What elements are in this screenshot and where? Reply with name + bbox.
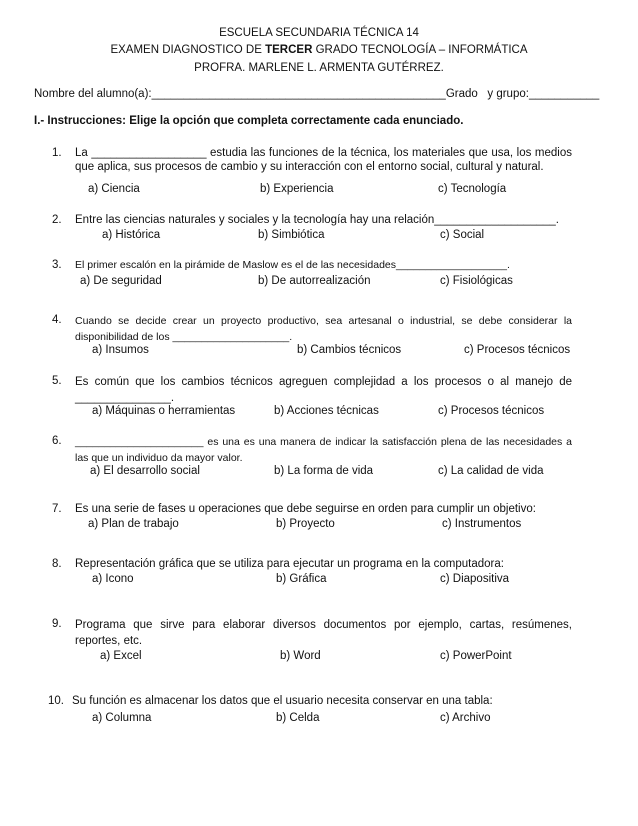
option-b[interactable]: b) Celda	[276, 712, 320, 724]
exam-title	[0, 42, 638, 58]
option-a[interactable]: a) Ciencia	[88, 183, 140, 195]
question-10	[48, 694, 572, 724]
option-b[interactable]: b) Proyecto	[276, 518, 335, 530]
option-a[interactable]: a) Plan de trabajo	[88, 518, 179, 530]
question-1	[52, 146, 572, 195]
question-text: Es común que los cambios técnicos agreguen complejidad a los procesos o al manejo de _______________.	[75, 376, 572, 404]
options-row	[52, 404, 632, 419]
option-b[interactable]: b) De autorrealización	[258, 275, 371, 287]
grade-label: Grado y grupo:	[445, 88, 529, 100]
question-text: Representación gráfica que se utiliza para ejecutar un programa en la computadora:	[75, 558, 504, 570]
question-number: 8.	[52, 558, 62, 570]
option-a[interactable]: a) Máquinas o herramientas	[92, 405, 236, 417]
teacher-name: PROFRA. MARLENE L. ARMENTA GUTÉRREZ.	[194, 62, 444, 74]
options-row	[52, 228, 632, 243]
option-b[interactable]: b) Acciones técnicas	[274, 405, 379, 417]
question-4	[52, 313, 572, 356]
option-c[interactable]: c) PowerPoint	[440, 650, 512, 662]
option-a[interactable]: a) De seguridad	[80, 275, 162, 287]
question-number: 5.	[52, 375, 62, 387]
question-number: 2.	[52, 214, 62, 226]
grade-blank[interactable]: ___________	[528, 88, 600, 100]
options-row	[52, 711, 632, 726]
question-8	[52, 557, 572, 585]
option-a[interactable]: a) Excel	[100, 650, 142, 662]
exam-title-pre: EXAMEN DIAGNOSTICO DE	[110, 44, 266, 56]
option-b[interactable]: b) Simbiótica	[258, 229, 325, 241]
exam-title-grade: TERCER	[265, 44, 313, 56]
question-text: El primer escalón en la pirámide de Maslow es el de las necesidades___________________.	[75, 259, 510, 271]
option-b[interactable]: b) Cambios técnicos	[297, 344, 402, 356]
question-number: 4.	[52, 314, 62, 326]
question-7	[52, 502, 572, 530]
name-label: Nombre del alumno(a):	[34, 88, 152, 100]
option-c[interactable]: c) Instrumentos	[442, 518, 522, 530]
question-text: Programa que sirve para elaborar diversos documentos por ejemplo, cartas, resúmenes, reportes, etc.	[75, 619, 572, 647]
question-text: Entre las ciencias naturales y sociales y la tecnología hay una relación___________________.	[75, 214, 559, 226]
option-c[interactable]: c) La calidad de vida	[438, 465, 544, 477]
option-b[interactable]: b) Experiencia	[260, 183, 334, 195]
question-9	[52, 617, 572, 662]
question-number: 10.	[48, 695, 64, 707]
question-number: 9.	[52, 618, 62, 630]
question-text: ______________________ es una es una manera de indicar la satisfacción plena de las necesidades a las que un individuo da mayor valor.	[75, 436, 572, 464]
options-row	[52, 517, 632, 532]
question-2	[52, 213, 572, 241]
question-text: Es una serie de fases u operaciones que debe seguirse en orden para cumplir un objetivo:	[75, 503, 536, 515]
question-number: 6.	[52, 435, 62, 447]
question-text: La __________________ estudia las funciones de la técnica, los materiales que usa, los medios que aplica, sus procesos de cambio y su interacción con el entorno social, cultural y natural.	[75, 147, 572, 173]
option-a[interactable]: a) Icono	[92, 573, 134, 585]
question-number: 1.	[52, 147, 62, 159]
question-5	[52, 374, 572, 417]
option-a[interactable]: a) Insumos	[92, 344, 149, 356]
name-blank[interactable]: ______________________________________________	[151, 88, 446, 100]
question-text: Su función es almacenar los datos que el usuario necesita conservar en una tabla:	[72, 695, 493, 707]
option-b[interactable]: b) La forma de vida	[274, 465, 374, 477]
option-c[interactable]: c) Tecnología	[438, 183, 507, 195]
question-number: 7.	[52, 503, 62, 515]
options-row	[52, 343, 632, 358]
option-a[interactable]: a) Histórica	[102, 229, 161, 241]
option-c[interactable]: c) Social	[440, 229, 485, 241]
question-text: Cuando se decide crear un proyecto productivo, sea artesanal o industrial, se debe considerar la disponibilidad de los ____________________.	[75, 315, 572, 343]
option-c[interactable]: c) Fisiológicas	[440, 275, 513, 287]
option-c[interactable]: c) Procesos técnicos	[464, 344, 571, 356]
option-c[interactable]: c) Procesos técnicos	[438, 405, 545, 417]
options-row	[52, 572, 632, 587]
question-number: 3.	[52, 259, 62, 271]
option-b[interactable]: b) Gráfica	[276, 573, 327, 585]
school-name: ESCUELA SECUNDARIA TÉCNICA 14	[219, 27, 419, 39]
options-row	[52, 274, 632, 289]
student-info-line	[34, 88, 599, 100]
options-row	[52, 464, 632, 479]
exam-title-post: GRADO TECNOLOGÍA – INFORMÁTICA	[312, 44, 528, 56]
option-c[interactable]: c) Diapositiva	[440, 573, 510, 585]
option-c[interactable]: c) Archivo	[440, 712, 491, 724]
options-row	[52, 649, 632, 664]
option-a[interactable]: a) El desarrollo social	[90, 465, 200, 477]
option-a[interactable]: a) Columna	[92, 712, 152, 724]
question-6	[52, 434, 572, 477]
question-3	[52, 258, 572, 287]
instructions: I.- Instrucciones: Elige la opción que completa correctamente cada enunciado.	[34, 115, 464, 127]
option-b[interactable]: b) Word	[280, 650, 321, 662]
options-row	[52, 182, 632, 197]
